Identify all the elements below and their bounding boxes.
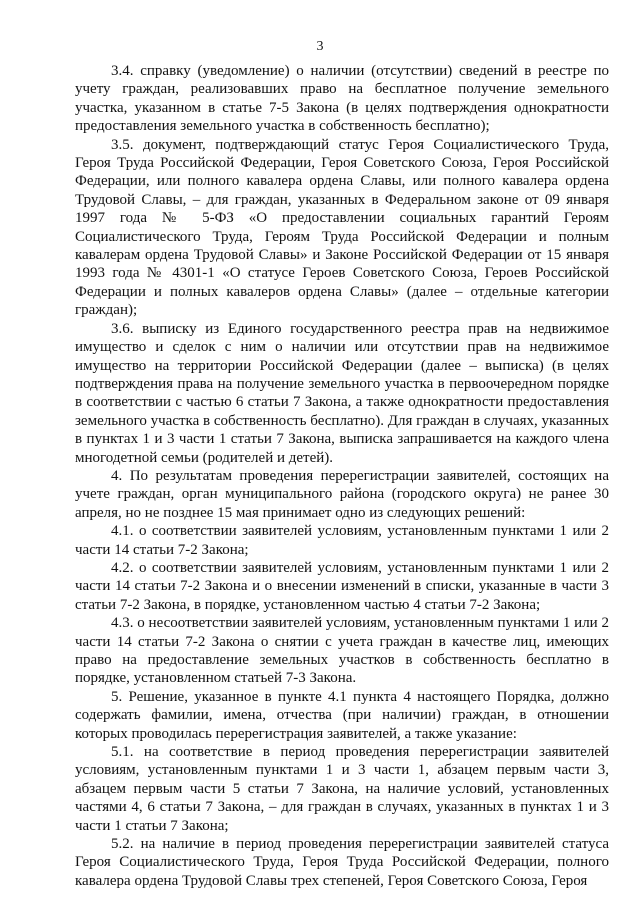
paragraph-5-1: 5.1. на соответствие в период проведения перерегистрации заявителей условиям, установленным пунктами 1 и 3 части 1, абзацем первым части 3, абзацем первым части 5 статьи 7 Закона, на наличие условий, установленных частями 4, 6 статьи 7 Закона, – для граждан в случаях, указанных в пунктах 1 и 3 части 1 статьи 7 Закона; [75, 744, 609, 834]
paragraph-3-6: 3.6. выписку из Единого государственного реестра прав на недвижимое имущество и сделок с ним о наличии или отсутствии прав на недвижимое имущество на территории Российской Федерации (далее – выписка) (в целях подтверждения права на получение земельного участка в первоочередном порядке в соответствии с частью 6 статьи 7 Закона, а также однократности предоставления земельного участка в собственность бесплатно). Для граждан в случаях, указанных в пунктах 1 и 3 части 1 статьи 7 Закона, выписка запрашивается на каждого члена многодетной семьи (родителей и детей). [75, 320, 609, 466]
paragraph-4: 4. По результатам проведения перерегистрации заявителей, состоящих на учете граждан, орган муниципального района (городского округа) не ранее 30 апреля, но не позднее 15 мая принимает одно из следующих решений: [75, 467, 609, 521]
paragraph-4-3: 4.3. о несоответствии заявителей условиям, установленным пунктами 1 или 2 части 14 статьи 7-2 Закона о снятии с учета граждан в качестве лиц, имеющих право на предоставление земельных участков в собственность бесплатно в порядке, установленном статьей 7-3 Закона. [75, 615, 609, 687]
paragraph-3-5: 3.5. документ, подтверждающий статус Героя Социалистического Труда, Героя Труда Российской Федерации, Героя Советского Союза, Героя Российской Федерации, или полного кавалера ордена Славы, или полного кавалера ордена Трудовой Славы, – для граждан, указанных в Федеральном законе от 09 января 1997 года № 5-ФЗ «О предоставлении социальных гарантий Героям Социалистического Труда, Героям Труда Российской Федерации и полным кавалерам ордена Трудовой Славы» и Законе Российской Федерации от 15 января 1993 года № 4301-1 «О статусе Героев Советского Союза, Героев Российской Федерации и полных кавалеров ордена Славы» (далее – отдельные категории граждан); [75, 136, 609, 319]
paragraph-3-4: 3.4. справку (уведомление) о наличии (отсутствии) сведений в реестре по учету граждан, реализовавших право на бесплатное получение земельного участка, указанном в статье 7-5 Закона (в целях подтверждения однократности предоставления земельного участка в собственность бесплатно); [75, 63, 609, 135]
paragraph-4-1: 4.1. о соответствии заявителей условиям, установленным пунктами 1 или 2 части 14 статьи 7-2 Закона; [75, 523, 609, 558]
paragraph-5: 5. Решение, указанное в пункте 4.1 пункта 4 настоящего Порядка, должно содержать фамилии, имена, отчества (при наличии) граждан, в отношении которых проводилась перерегистрация заявителей, а также указание: [75, 688, 609, 742]
page-number: 3 [316, 39, 324, 54]
paragraph-5-2: 5.2. на наличие в период проведения перерегистрации заявителей статуса Героя Социалистического Труда, Героя Труда Российской Федерации, полного кавалера ордена Трудовой Славы трех степеней, Героя Советского Союза, Героя [75, 836, 609, 889]
paragraph-4-2: 4.2. о соответствии заявителей условиям, установленным пунктами 1 или 2 части 14 статьи 7-2 Закона и о внесении изменений в списки, указанные в части 3 статьи 7-2 Закона, в порядке, установленном частью 4 статьи 7-2 Закона; [75, 559, 609, 613]
document-body [75, 62, 609, 890]
